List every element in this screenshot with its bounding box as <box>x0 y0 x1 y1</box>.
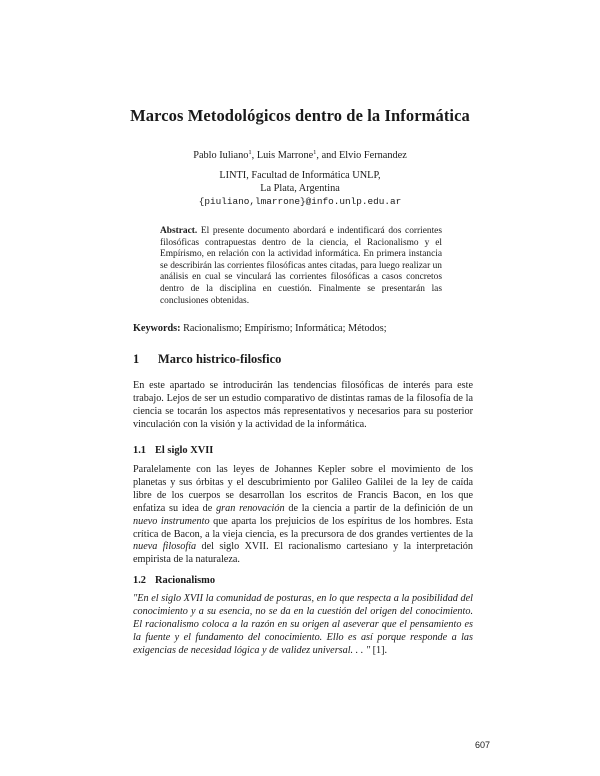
affiliation-line: La Plata, Argentina <box>260 183 340 194</box>
author-email: {piuliano,lmarrone}@info.unlp.edu.ar <box>198 196 402 207</box>
emphasis-text: gran renovación <box>216 502 285 514</box>
abstract-text: El presente documento abordará e indentificará dos corrientes filosóficas contrapuestas dentro de la ciencia, el Racionalismo y el Empírismo, en relación con la actividad informática. En primera instancia se describirán las corrientes filosóficas antes citadas, para luego realizar un análisis en cual se vinculará las corrientes filosóficas a casos concretos dentro de la disciplina en cuestión. Finalmente se presentarán las conclusiones obtenidas. <box>160 226 442 306</box>
text-run: de la ciencia a partir de la definición de un <box>284 502 473 514</box>
keywords <box>133 323 473 334</box>
subsection-heading <box>133 445 473 456</box>
section-heading <box>133 352 473 367</box>
affiliation-block <box>0 169 600 208</box>
author-list <box>0 149 600 161</box>
subsection-paragraph <box>133 464 473 567</box>
subsection-heading <box>133 575 473 586</box>
emphasis-text: nueva filosofía <box>133 541 197 553</box>
text-run: Paralelamente con las leyes de Johannes Kepler sobre el movimiento de los planetas y sus órbitas y el descubrimiento por Galileo Galilei de la ley de caída libre de los cuerpos se desarrollan los escritos de Francis Bacon, en los que enfatiza su idea de <box>133 464 473 514</box>
affiliation-line: LINTI, Facultad de Informática UNLP, <box>219 170 381 181</box>
abstract <box>160 226 442 307</box>
author-separator: , and <box>316 150 340 161</box>
quote-paragraph <box>133 593 473 658</box>
author-separator: , <box>251 150 257 161</box>
subsection-number: 1.1 <box>133 445 146 456</box>
section-title: Marco histrico-filosfico <box>158 352 282 366</box>
author-name: Luis Marrone <box>256 150 314 161</box>
keywords-text: Racionalismo; Empírismo; Informática; Métodos; <box>183 323 387 334</box>
subsection-title: El siglo XVII <box>155 445 214 456</box>
paragraph-text: En este apartado se introducirán las tendencias filosóficas de interés para este trabajo. Lejos de ser un estudio comparativo de distintas ramas de la filosofía de la ciencia se tocarán los aspectos más representativos y necesarios para su posterior vinculación con la visión y la actividad de la informática. <box>133 380 473 430</box>
emphasis-text: nuevo instrumento <box>133 515 210 527</box>
keywords-label: Keywords: <box>133 323 181 334</box>
abstract-label: Abstract. <box>160 226 198 236</box>
text-run: que aparta los prejuicios de los espíritus de los hombres. Esta crítica de Bacon, a la vieja ciencia, es la precursora de dos grandes vertientes de la <box>133 515 474 540</box>
page-number: 607 <box>474 740 490 750</box>
paragraph-text <box>133 593 473 658</box>
affiliation-mark: 1 <box>248 149 252 156</box>
author-name: Pablo Iuliano <box>193 150 249 161</box>
paragraph-text <box>133 464 473 567</box>
section-number: 1 <box>133 352 140 366</box>
section-paragraph <box>133 380 473 432</box>
subsection-title: Racionalismo <box>155 575 216 586</box>
text-run: del siglo XVII. El racionalismo cartesiano y la interpretación empirista de la naturaleza. <box>133 541 473 566</box>
citation: [1]. <box>370 644 388 656</box>
paper-title: Marcos Metodológicos dentro de la Informática <box>130 106 470 125</box>
quote-text: "En el siglo XVII la comunidad de posturas, en lo que respecta a la posibilidad del conocimiento y a su esencia, no se da en la cuestión del origen del conocimiento. El racionalismo coloca a la razón en su origen al aseverar que el pensamiento es la fuente y el fundamento del conocimiento. Ello es así porque responde a las exigencias de necesidad lógica y de validez universal. . . " <box>133 593 473 656</box>
author-name: Elvio Fernandez <box>339 150 407 161</box>
affiliation-mark: 1 <box>313 149 317 156</box>
subsection-number: 1.2 <box>133 575 146 586</box>
